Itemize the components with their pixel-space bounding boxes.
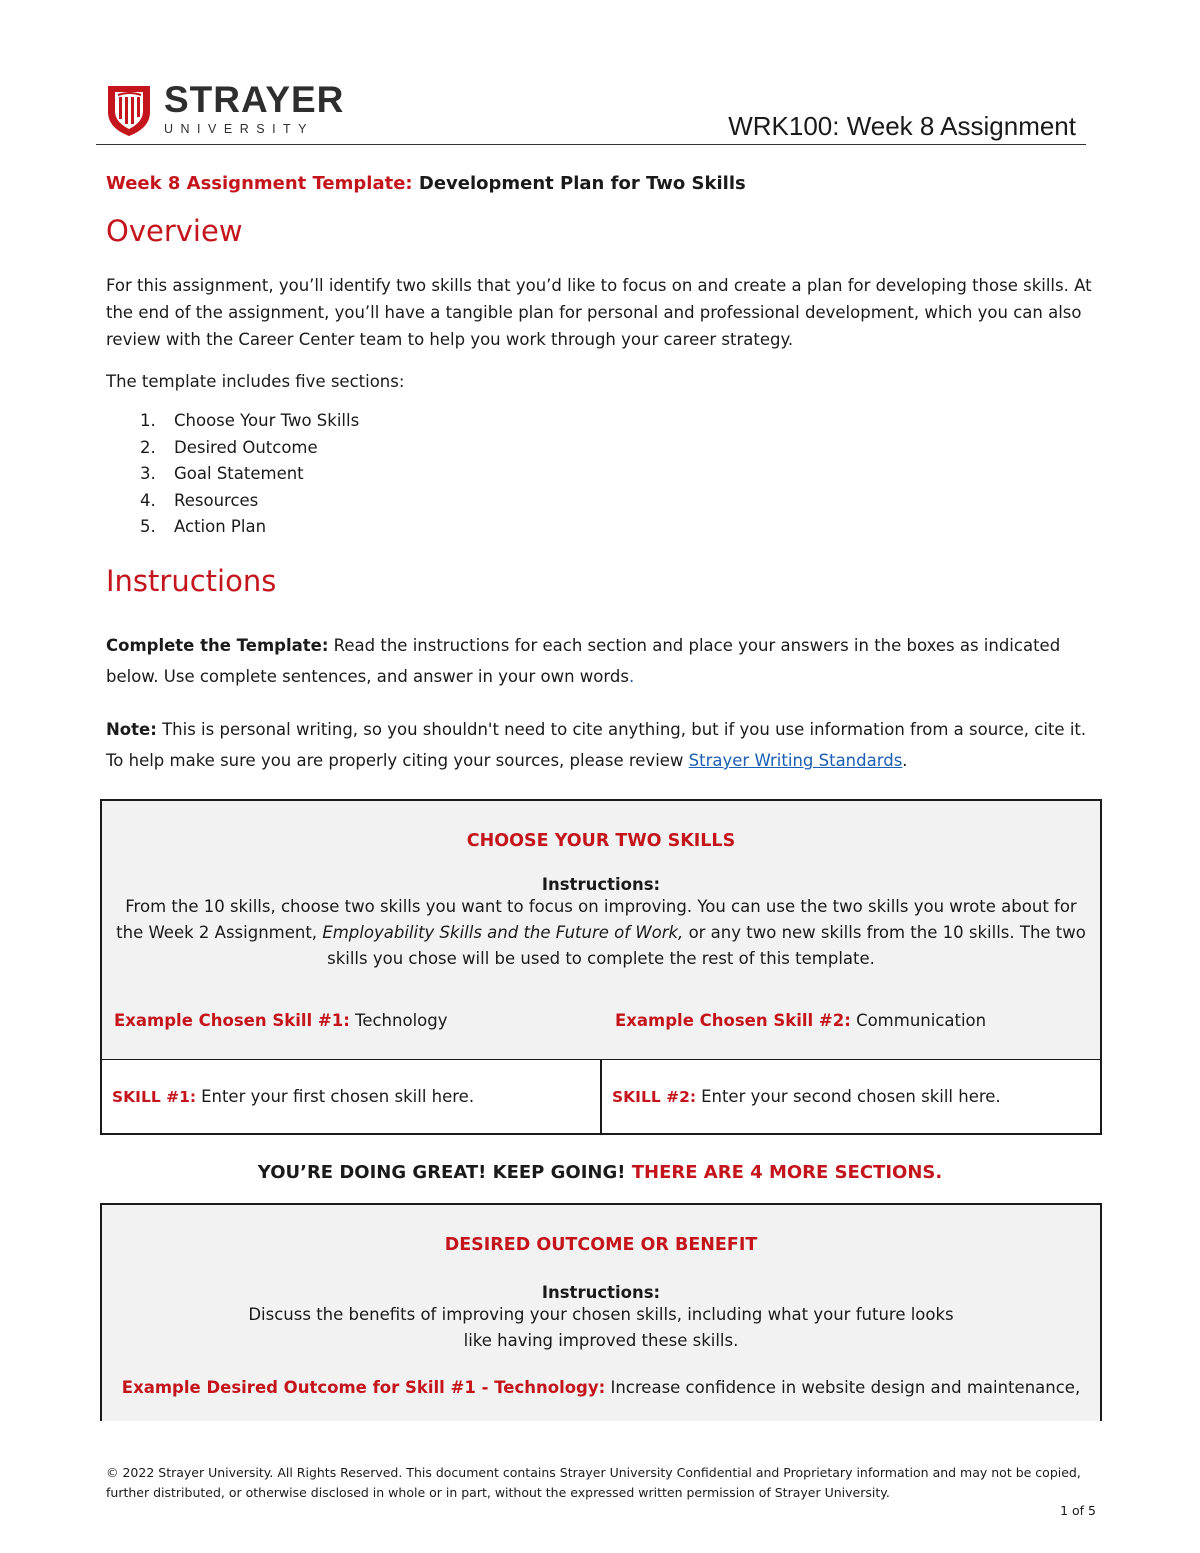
example-desired-outcome: Example Desired Outcome for Skill #1 - Technology: Increase confidence in website design and maintenance, xyxy=(121,1378,1081,1397)
instructions-heading: Instructions xyxy=(106,564,277,598)
list-item: 2. Desired Outcome xyxy=(140,437,318,457)
instructions-text: Discuss the benefits of improving your chosen skills, including what your future looks like having improved these skills. xyxy=(248,1305,954,1350)
copyright-footer: © 2022 Strayer University. All Rights Reserved. This document contains Strayer University Confidential and Proprietary information and may not be copied, further distributed, or otherwise disclosed in whole or in part, without the expressed written permission of Strayer University. xyxy=(106,1465,1081,1500)
overview-paragraph: For this assignment, you’ll identify two skills that you’d like to focus on and create a plan for developing those skills. At the end of the assignment, you’ll have a tangible plan for personal and professional development, which you can also review with the Career Center team to help you work through your career strategy. xyxy=(106,276,1092,349)
complete-text: Read the instructions for each section and place your answers in the boxes as indicated below. Use complete sentences, and answer in your own words xyxy=(106,636,1061,686)
example-skill-1: Example Chosen Skill #1: Technology xyxy=(114,1011,448,1030)
writing-standards-link[interactable]: Strayer Writing Standards xyxy=(688,751,903,770)
example-skill-2: Example Chosen Skill #2: Communication xyxy=(615,1011,987,1030)
note-label: Note: xyxy=(106,720,157,739)
strayer-logo xyxy=(106,79,345,138)
overview-heading: Overview xyxy=(106,214,243,248)
logo-subtitle: UNIVERSITY xyxy=(164,122,315,136)
list-item: 4. Resources xyxy=(140,490,259,510)
choose-skills-box xyxy=(100,799,1102,1135)
list-item: 1. Choose Your Two Skills xyxy=(140,411,360,430)
skill-2-field[interactable]: SKILL #2: Enter your second chosen skill here. xyxy=(600,1060,1100,1133)
sections-intro: The template includes five sections: xyxy=(106,372,405,391)
encouragement-banner: YOU’RE DOING GREAT! KEEP GOING! THERE ARE 4 MORE SECTIONS. xyxy=(257,1162,943,1183)
skill-1-field[interactable]: SKILL #1: Enter your first chosen skill here. xyxy=(112,1087,475,1106)
instructions-label: Instructions: xyxy=(541,1283,661,1302)
box-title: CHOOSE YOUR TWO SKILLS xyxy=(466,831,736,851)
note-text: This is personal writing, so you shouldn't need to cite anything, but if you use information from a source, cite it. To help make sure you are properly citing your sources, please review xyxy=(106,720,1087,770)
box-title: DESIRED OUTCOME OR BENEFIT xyxy=(444,1235,758,1255)
example-skills-row xyxy=(114,1011,1100,1030)
page-number: 1 of 5 xyxy=(1060,1503,1096,1518)
complete-template-paragraph: Complete the Template: Read the instructions for each section and place your answers in the boxes as indicated below. Use complete sentences, and answer in your own words. xyxy=(106,636,1061,686)
note-paragraph: Note: This is personal writing, so you shouldn't need to cite anything, but if you use information from a source, cite it. To help make sure you are properly citing your sources, please review Strayer Writing Standards. xyxy=(106,720,1087,770)
page-header xyxy=(96,80,1086,145)
shield-icon xyxy=(106,82,152,138)
subtitle-prefix: Week 8 Assignment Template: xyxy=(106,173,413,194)
instructions-label: Instructions: xyxy=(541,875,661,894)
skill-entry-row xyxy=(102,1059,1100,1133)
desired-outcome-box xyxy=(100,1203,1102,1421)
instructions-text: From the 10 skills, choose two skills you want to focus on improving. You can use the two skills you wrote about for the Week 2 Assignment, Employability Skills and the Future of Work, or any two new skills from the 10 skills. The two skills you chose will be used to complete the rest of this template. xyxy=(116,897,1086,968)
template-subtitle xyxy=(106,173,746,194)
subtitle-main: Development Plan for Two Skills xyxy=(418,173,746,194)
sections-list xyxy=(106,408,359,541)
complete-label: Complete the Template: xyxy=(106,636,329,655)
list-item: 5. Action Plan xyxy=(140,517,267,536)
logo-name: STRAYER xyxy=(164,79,345,120)
list-item: 3. Goal Statement xyxy=(140,464,304,483)
document-title: WRK100: Week 8 Assignment xyxy=(728,111,1076,141)
